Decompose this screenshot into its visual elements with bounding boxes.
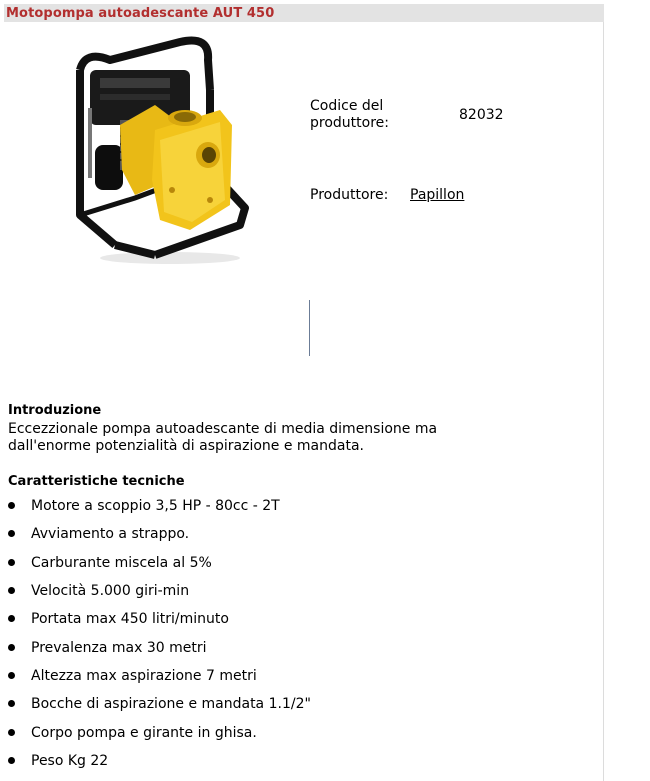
manufacturer-link[interactable]: Papillon bbox=[410, 187, 465, 203]
bullet-icon bbox=[8, 559, 15, 566]
product-title: Motopompa autoadescante AUT 450 bbox=[6, 6, 275, 21]
manufacturer-code-value: 82032 bbox=[459, 107, 504, 123]
bullet-icon bbox=[8, 729, 15, 736]
divider-line bbox=[309, 300, 310, 356]
bullet-icon bbox=[8, 644, 15, 651]
manufacturer-code-label: Codice del produttore: bbox=[310, 98, 389, 131]
bullet-icon bbox=[8, 502, 15, 509]
specs-heading: Caratteristiche tecniche bbox=[8, 474, 185, 489]
intro-text bbox=[8, 421, 568, 455]
bullet-icon bbox=[8, 587, 15, 594]
title-bar bbox=[4, 4, 604, 22]
intro-line: dall'enorme potenzialità di aspirazione e mandata. bbox=[8, 438, 364, 454]
product-image bbox=[60, 30, 260, 270]
manufacturer-label: Produttore: bbox=[310, 187, 389, 203]
intro-heading: Introduzione bbox=[8, 403, 102, 418]
intro-line: Eccezzionale pompa autoadescante di media dimensione ma bbox=[8, 421, 438, 437]
bullet-icon bbox=[8, 672, 15, 679]
